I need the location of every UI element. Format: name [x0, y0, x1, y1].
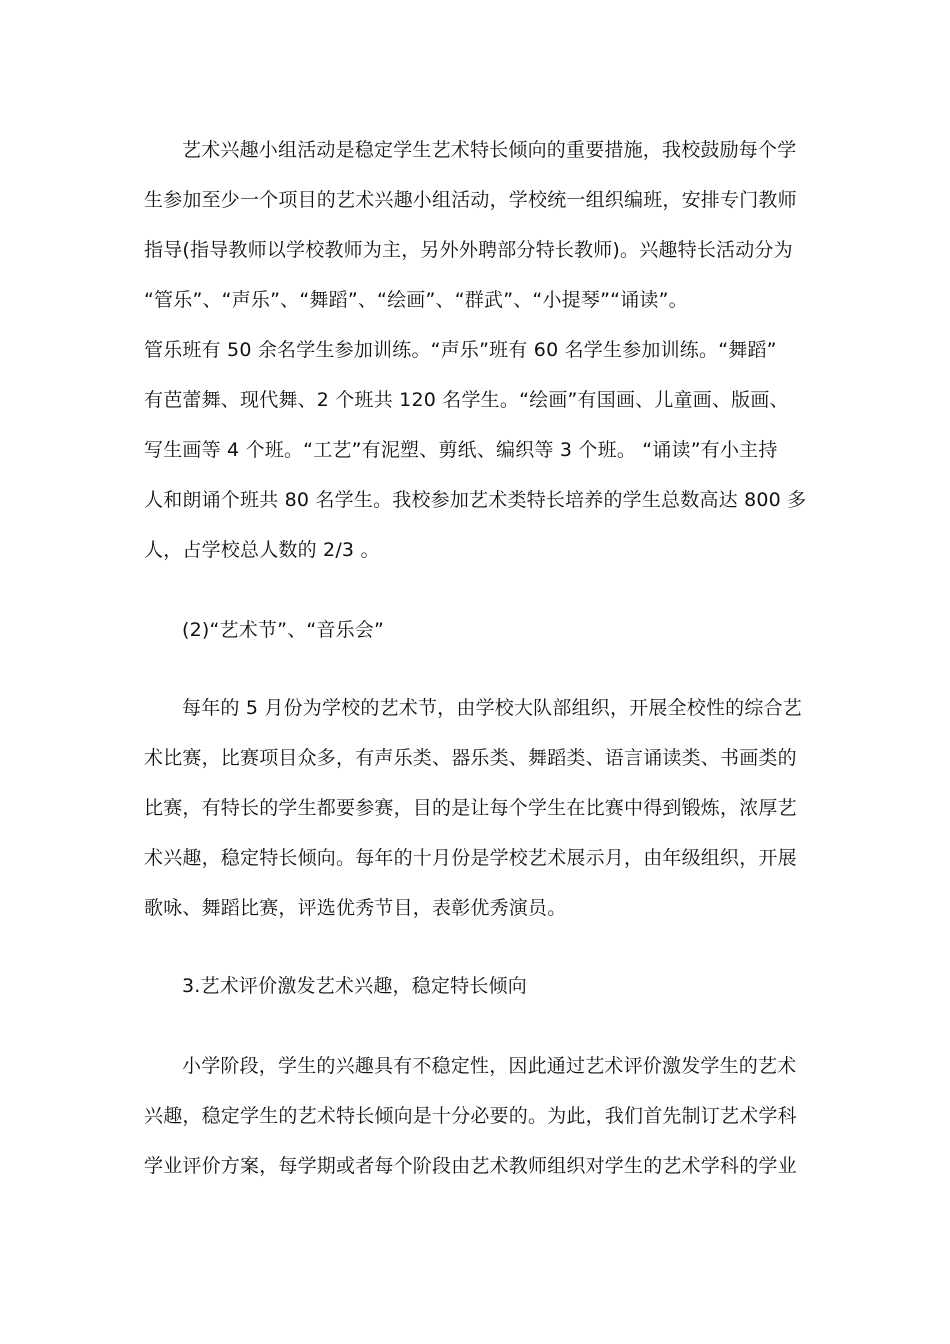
paragraph-1-line: 艺术兴趣小组活动是稳定学生艺术特长倾向的重要措施，我校鼓励每个学: [182, 139, 797, 161]
paragraph-1-line: 人，占学校总人数的 2/3 。: [144, 539, 380, 561]
paragraph-2-line: 比赛，有特长的学生都要参赛，目的是让每个学生在比赛中得到锻炼，浓厚艺: [144, 797, 797, 819]
paragraph-3-line: 学业评价方案，每学期或者每个阶段由艺术教师组织对学生的艺术学科的学业: [144, 1155, 797, 1177]
paragraph-3-line: 兴趣，稳定学生的艺术特长倾向是十分必要的。为此，我们首先制订艺术学科: [144, 1105, 797, 1127]
section-heading: 3.艺术评价激发艺术兴趣，稳定特长倾向: [182, 975, 527, 997]
section-heading: (2)“艺术节”、“音乐会”: [182, 619, 385, 641]
paragraph-1-line: “管乐”、“声乐”、“舞蹈”、“绘画”、“群武”、“小提琴”“诵读”。: [144, 289, 688, 311]
paragraph-2-line: 术兴趣，稳定特长倾向。每年的十月份是学校艺术展示月，由年级组织，开展: [144, 847, 797, 869]
paragraph-1-line: 写生画等 4 个班。“工艺”有泥塑、剪纸、编织等 3 个班。 “诵读”有小主持: [144, 439, 778, 461]
paragraph-1-line: 人和朗诵个班共 80 名学生。我校参加艺术类特长培养的学生总数高达 800 多: [144, 489, 807, 511]
paragraph-2-line: 歌咏、舞蹈比赛，评选优秀节目，表彰优秀演员。: [144, 897, 567, 919]
paragraph-1-line: 生参加至少一个项目的艺术兴趣小组活动，学校统一组织编班，安排专门教师: [144, 189, 797, 211]
paragraph-2-line: 术比赛，比赛项目众多，有声乐类、器乐类、舞蹈类、语言诵读类、书画类的: [144, 747, 797, 769]
paragraph-1-line: 有芭蕾舞、现代舞、2 个班共 120 名学生。“绘画”有国画、儿童画、版画、: [144, 389, 789, 411]
paragraph-1-line: 管乐班有 50 余名学生参加训练。“声乐”班有 60 名学生参加训练。“舞蹈”: [144, 339, 777, 361]
paragraph-1-line: 指导(指导教师以学校教师为主，另外外聘部分特长教师)。兴趣特长活动分为: [144, 239, 793, 261]
paragraph-2-line: 每年的 5 月份为学校的艺术节，由学校大队部组织，开展全校性的综合艺: [182, 697, 802, 719]
paragraph-3-line: 小学阶段，学生的兴趣具有不稳定性，因此通过艺术评价激发学生的艺术: [182, 1055, 797, 1077]
